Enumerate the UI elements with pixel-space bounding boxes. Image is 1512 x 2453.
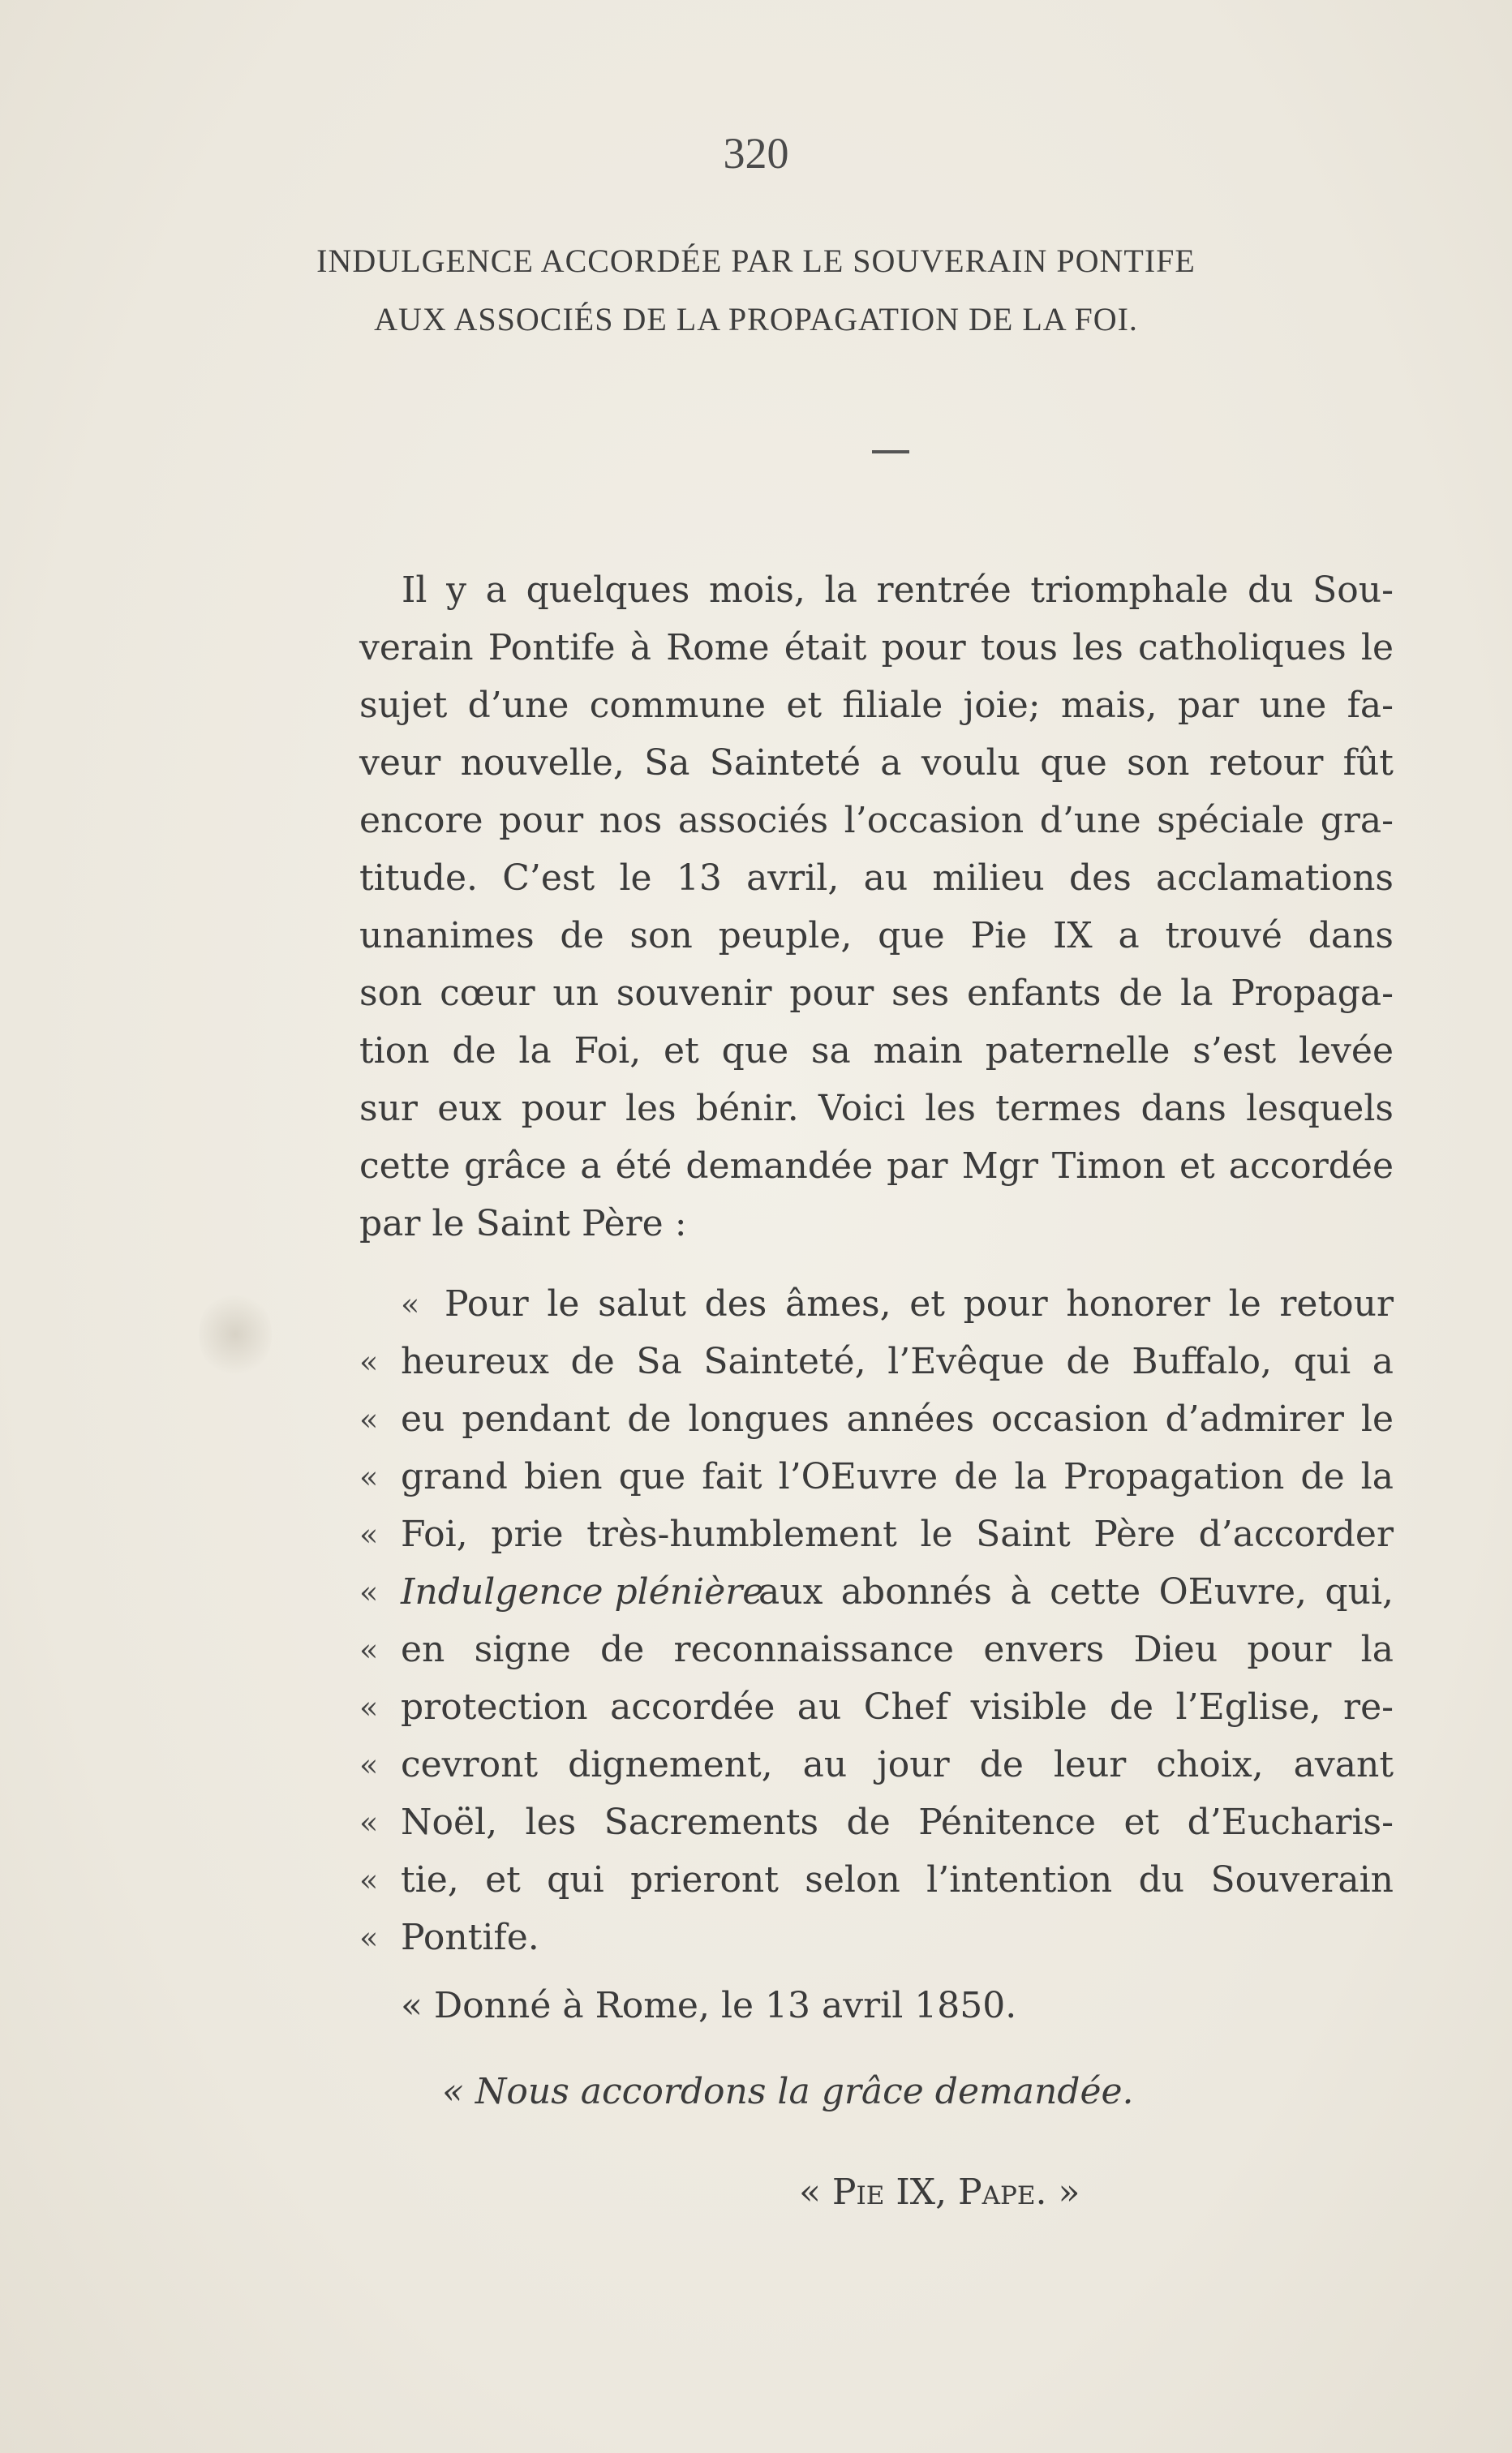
petition-line-1: Pour le salut des âmes, et pour honorer le retour bbox=[445, 1283, 1394, 1325]
paragraph-line-7: unanimes de son peuple, que Pie IX a trouvé dans bbox=[359, 915, 1394, 956]
paragraph-line-11: cette grâce a été demandée par Mgr Timon et accordée bbox=[359, 1145, 1394, 1187]
quote-mark: « bbox=[401, 1287, 420, 1322]
petition-line-6-rest: aux abonnés à cette OEuvre, qui, bbox=[758, 1571, 1394, 1613]
paragraph-line-12: par le Saint Père : bbox=[359, 1203, 687, 1244]
quote-mark: « bbox=[359, 1805, 379, 1841]
petition-line-2: heureux de Sa Sainteté, l’Evêque de Buffalo, qui a bbox=[401, 1341, 1394, 1382]
quote-mark: « bbox=[359, 1402, 379, 1437]
paragraph-line-4: veur nouvelle, Sa Sainteté a voulu que son retour fût bbox=[359, 742, 1394, 784]
petition-line-8: protection accordée au Chef visible de l’Eglise, re- bbox=[401, 1686, 1394, 1728]
page-number: 320 bbox=[723, 129, 789, 178]
petition-line-10: Noël, les Sacrements de Pénitence et d’Eucharis- bbox=[401, 1802, 1394, 1843]
paper-stain bbox=[199, 1290, 272, 1379]
petition-line-7: en signe de reconnaissance envers Dieu pour la bbox=[401, 1629, 1394, 1670]
paragraph-line-5: encore pour nos associés l’occasion d’une spéciale gra- bbox=[359, 800, 1394, 841]
paragraph-line-6: titude. C’est le 13 avril, au milieu des acclamations bbox=[359, 857, 1394, 899]
quote-mark: « bbox=[359, 1920, 379, 1956]
quote-mark: « bbox=[359, 1574, 379, 1610]
signature: « Pie IX, Pape. » bbox=[799, 2172, 1080, 2213]
paragraph-line-8: son cœur un souvenir pour ses enfants de la Propaga- bbox=[359, 973, 1394, 1014]
quote-mark: « bbox=[359, 1862, 379, 1898]
petition-line-11: tie, et qui prieront selon l’intention du Souverain bbox=[401, 1859, 1394, 1901]
petition-line-12: Pontife. bbox=[401, 1917, 539, 1958]
quote-mark: « bbox=[359, 1459, 379, 1495]
paragraph-line-2: verain Pontife à Rome était pour tous les catholiques le bbox=[359, 627, 1394, 668]
paragraph-line-9: tion de la Foi, et que sa main paternelle s’est levée bbox=[359, 1030, 1394, 1072]
separator-rule bbox=[872, 450, 909, 453]
quote-mark: « bbox=[359, 1517, 379, 1553]
heading-line-1: INDULGENCE ACCORDÉE PAR LE SOUVERAIN PONTIFE bbox=[316, 243, 1196, 279]
indulgence-italic: Indulgence plénière bbox=[401, 1571, 764, 1613]
paragraph-line-1: Il y a quelques mois, la rentrée triomphale du Sou- bbox=[402, 569, 1394, 611]
paragraph-line-10: sur eux pour les bénir. Voici les termes dans lesquels bbox=[359, 1088, 1394, 1129]
heading-line-2: AUX ASSOCIÉS DE LA PROPAGATION DE LA FOI. bbox=[374, 301, 1138, 337]
quote-mark: « bbox=[359, 1690, 379, 1725]
grace-granted: « Nous accordons la grâce demandée. bbox=[442, 2071, 1134, 2112]
quote-mark: « bbox=[359, 1344, 379, 1380]
petition-line-5: Foi, prie très-humblement le Saint Père d’accorder bbox=[401, 1514, 1394, 1555]
paragraph-line-3: sujet d’une commune et filiale joie; mais, par une fa- bbox=[359, 685, 1394, 726]
petition-line-9: cevront dignement, au jour de leur choix, avant bbox=[401, 1744, 1394, 1785]
quote-mark: « bbox=[359, 1747, 379, 1783]
petition-line-4: grand bien que fait l’OEuvre de la Propagation de la bbox=[401, 1456, 1394, 1497]
quote-mark: « bbox=[359, 1632, 379, 1668]
petition-line-3: eu pendant de longues années occasion d’admirer le bbox=[401, 1398, 1394, 1440]
given-at-rome: « Donné à Rome, le 13 avril 1850. bbox=[401, 1985, 1017, 2026]
